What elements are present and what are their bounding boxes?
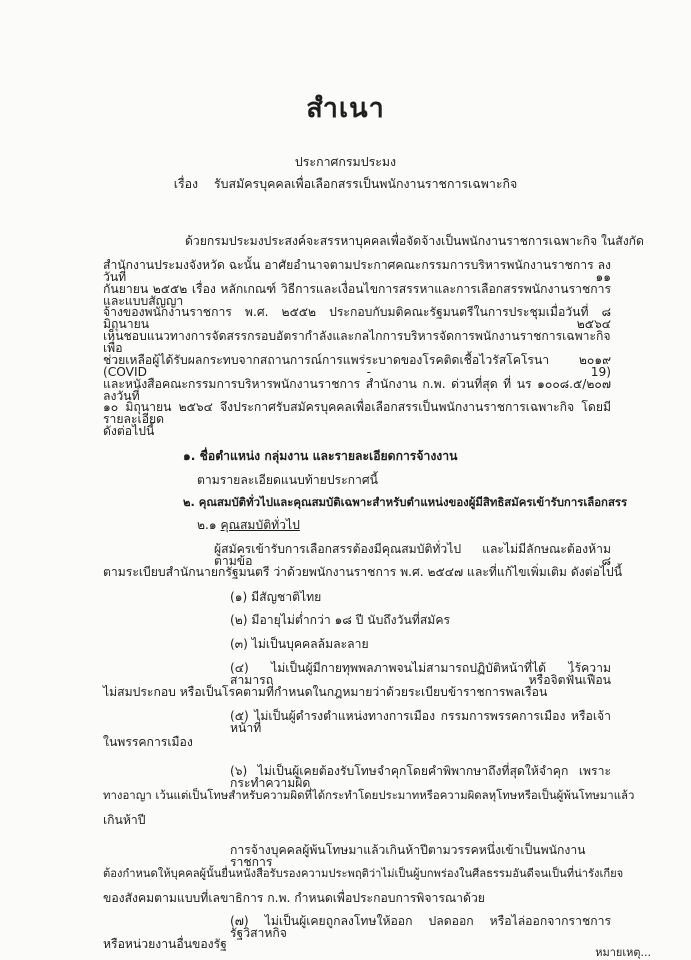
intro-line: เห็นชอบแนวทางการจัดสรรกรอบอัตรากำลังและกลไกการบริหารจัดการพนักงานราชการเฉพาะกิจเพื่อ (103, 329, 611, 356)
qualification-item: (๕) ไม่เป็นผู้ดำรงตำแหน่งทางการเมือง กรรมการพรรคการเมือง หรือเจ้าหน้าที่ (230, 709, 611, 736)
announcement-title: ประกาศกรมประมง (294, 154, 397, 169)
intro-line: ดังต่อไปนี้ (103, 424, 155, 438)
footer-note: หมายเหตุ... (595, 946, 651, 959)
intro-line: ด้วยกรมประมงประสงค์จะสรรหาบุคคลเพื่อจัดจ้างเป็นพนักงานราชการเฉพาะกิจ ในสังกัด (185, 234, 644, 248)
qualification-intro-line: ผู้สมัครเข้ารับการเลือกสรรต้องมีคุณสมบัติทั่วไป และไม่มีลักษณะต้องห้ามตามข้อ ๘ (214, 542, 611, 569)
subject-label: เรื่อง (173, 176, 199, 191)
qualification-intro-line: ตามระเบียบสำนักนายกรัฐมนตรี ว่าด้วยพนักงานราชการ พ.ศ. ๒๕๔๗ และที่แก้ไขเพิ่มเติม ดังต่อไปนี้ (103, 565, 623, 579)
qualification-item: (๑) มีสัญชาติไทย (230, 590, 322, 604)
stamp-copy-title: สำเนา (306, 93, 385, 124)
intro-line: ช่วยเหลือผู้ได้รับผลกระทบจากสถานการณ์การแพร่ระบาดของโรคติดเชื้อไวรัสโคโรนา ๒๐๑๙ (COVID - 19) (103, 353, 611, 380)
intro-line: สำนักงานประมงจังหวัด ฉะนั้น อาศัยอำนาจตามประกาศคณะกรรมการบริหารพนักงานราชการ ลงวันที่ ๑๑ (103, 258, 611, 285)
qualification-item: (๓) ไม่เป็นบุคคลล้มละลาย (230, 637, 369, 651)
qualification-item: (๔) ไม่เป็นผู้มีกายทุพพลภาพจนไม่สามารถปฏิบัติหน้าที่ได้ ไร้ความสามารถ หรือจิตฟั่นเฟือน (230, 661, 611, 688)
intro-line: จ้างของพนักงานราชการ พ.ศ. ๒๕๕๒ ประกอบกับมติคณะรัฐมนตรีในการประชุมเมื่อวันที่ ๘ มิถุนายน ๒๕๖๔ (103, 305, 611, 332)
qualification-item-note: ต้องกำหนดให้บุคคลผู้นั้นยื่นหนังสือรับรองความประพฤติว่าไม่เป็นผู้บกพร่องในศีลธรรมอันดีจนเป็นที่น่ารังเกียจ (103, 867, 624, 880)
qualification-item-cont: หรือหน่วยงานอื่นของรัฐ (103, 937, 227, 951)
qualification-item: (๖) ไม่เป็นผู้เคยต้องรับโทษจำคุกโดยคำพิพากษาถึงที่สุดให้จำคุก เพราะกระทำความผิด (230, 764, 611, 791)
section-1-body: ตามรายละเอียดแนบท้ายประกาศนี้ (197, 473, 378, 487)
section-2-1-heading (197, 519, 300, 531)
subject-text: รับสมัครบุคคลเพื่อเลือกสรรเป็นพนักงานราชการเฉพาะกิจ (214, 176, 518, 191)
qualification-item-note: การจ้างบุคคลผู้พ้นโทษมาแล้วเกินห้าปีตามวรรคหนึ่งเข้าเป็นพนักงานราชการ (230, 843, 586, 870)
announcement-subject (0, 175, 691, 194)
intro-line: ๑๐ มิถุนายน ๒๕๖๔ จึงประกาศรับสมัครบุคคลเพื่อเลือกสรรเป็นพนักงานราชการเฉพาะกิจ โดยมีรายละเอียด (103, 400, 611, 427)
qualification-item-cont: ไม่สมประกอบ หรือเป็นโรคตามที่กำหนดในกฎหมายว่าด้วยระเบียบข้าราชการพลเรือน (103, 685, 548, 699)
section-2-1-title: คุณสมบัติทั่วไป (220, 518, 300, 532)
qualification-item-cont: ในพรรคการเมือง (103, 735, 193, 749)
qualification-item: (๒) มีอายุไม่ต่ำกว่า ๑๘ ปี นับถึงวันที่สมัคร (230, 613, 451, 627)
qualification-item: (๗) ไม่เป็นผู้เคยถูกลงโทษให้ออก ปลดออก หรือไล่ออกจากราชการ รัฐวิสาหกิจ (230, 914, 611, 941)
qualification-item-note: ของสังคมตามแบบที่เลขาธิการ ก.พ. กำหนดเพื่อประกอบการพิจารณาด้วย (103, 891, 485, 905)
section-2-1-number: ๒.๑ (197, 518, 217, 532)
section-2-heading: ๒. คุณสมบัติทั่วไปและคุณสมบัติเฉพาะสำหรับตำแหน่งของผู้มีสิทธิสมัครเข้ารับการเลือกสรร (183, 495, 628, 509)
intro-line: กันยายน ๒๕๕๒ เรื่อง หลักเกณฑ์ วิธีการและเงื่อนไขการสรรหาและการเลือกสรรพนักงานราชการ และแบบสัญญา (103, 282, 611, 309)
intro-line: และหนังสือคณะกรรมการบริหารพนักงานราชการ สำนักงาน ก.พ. ด่วนที่สุด ที่ นร ๑๐๐๘.๕/๒๐๗ ลงวันที่ (103, 377, 611, 404)
qualification-item-cont: ทางอาญา เว้นแต่เป็นโทษสำหรับความผิดที่ได้กระทำโดยประมาทหรือความผิดลหุโทษหรือเป็นผู้พ้นโทษมาแล้ว (103, 788, 635, 802)
qualification-item-cont: เกินห้าปี (103, 813, 146, 827)
section-1-heading: ๑. ชื่อตำแหน่ง กลุ่มงาน และรายละเอียดการจ้างงาน (183, 449, 458, 463)
